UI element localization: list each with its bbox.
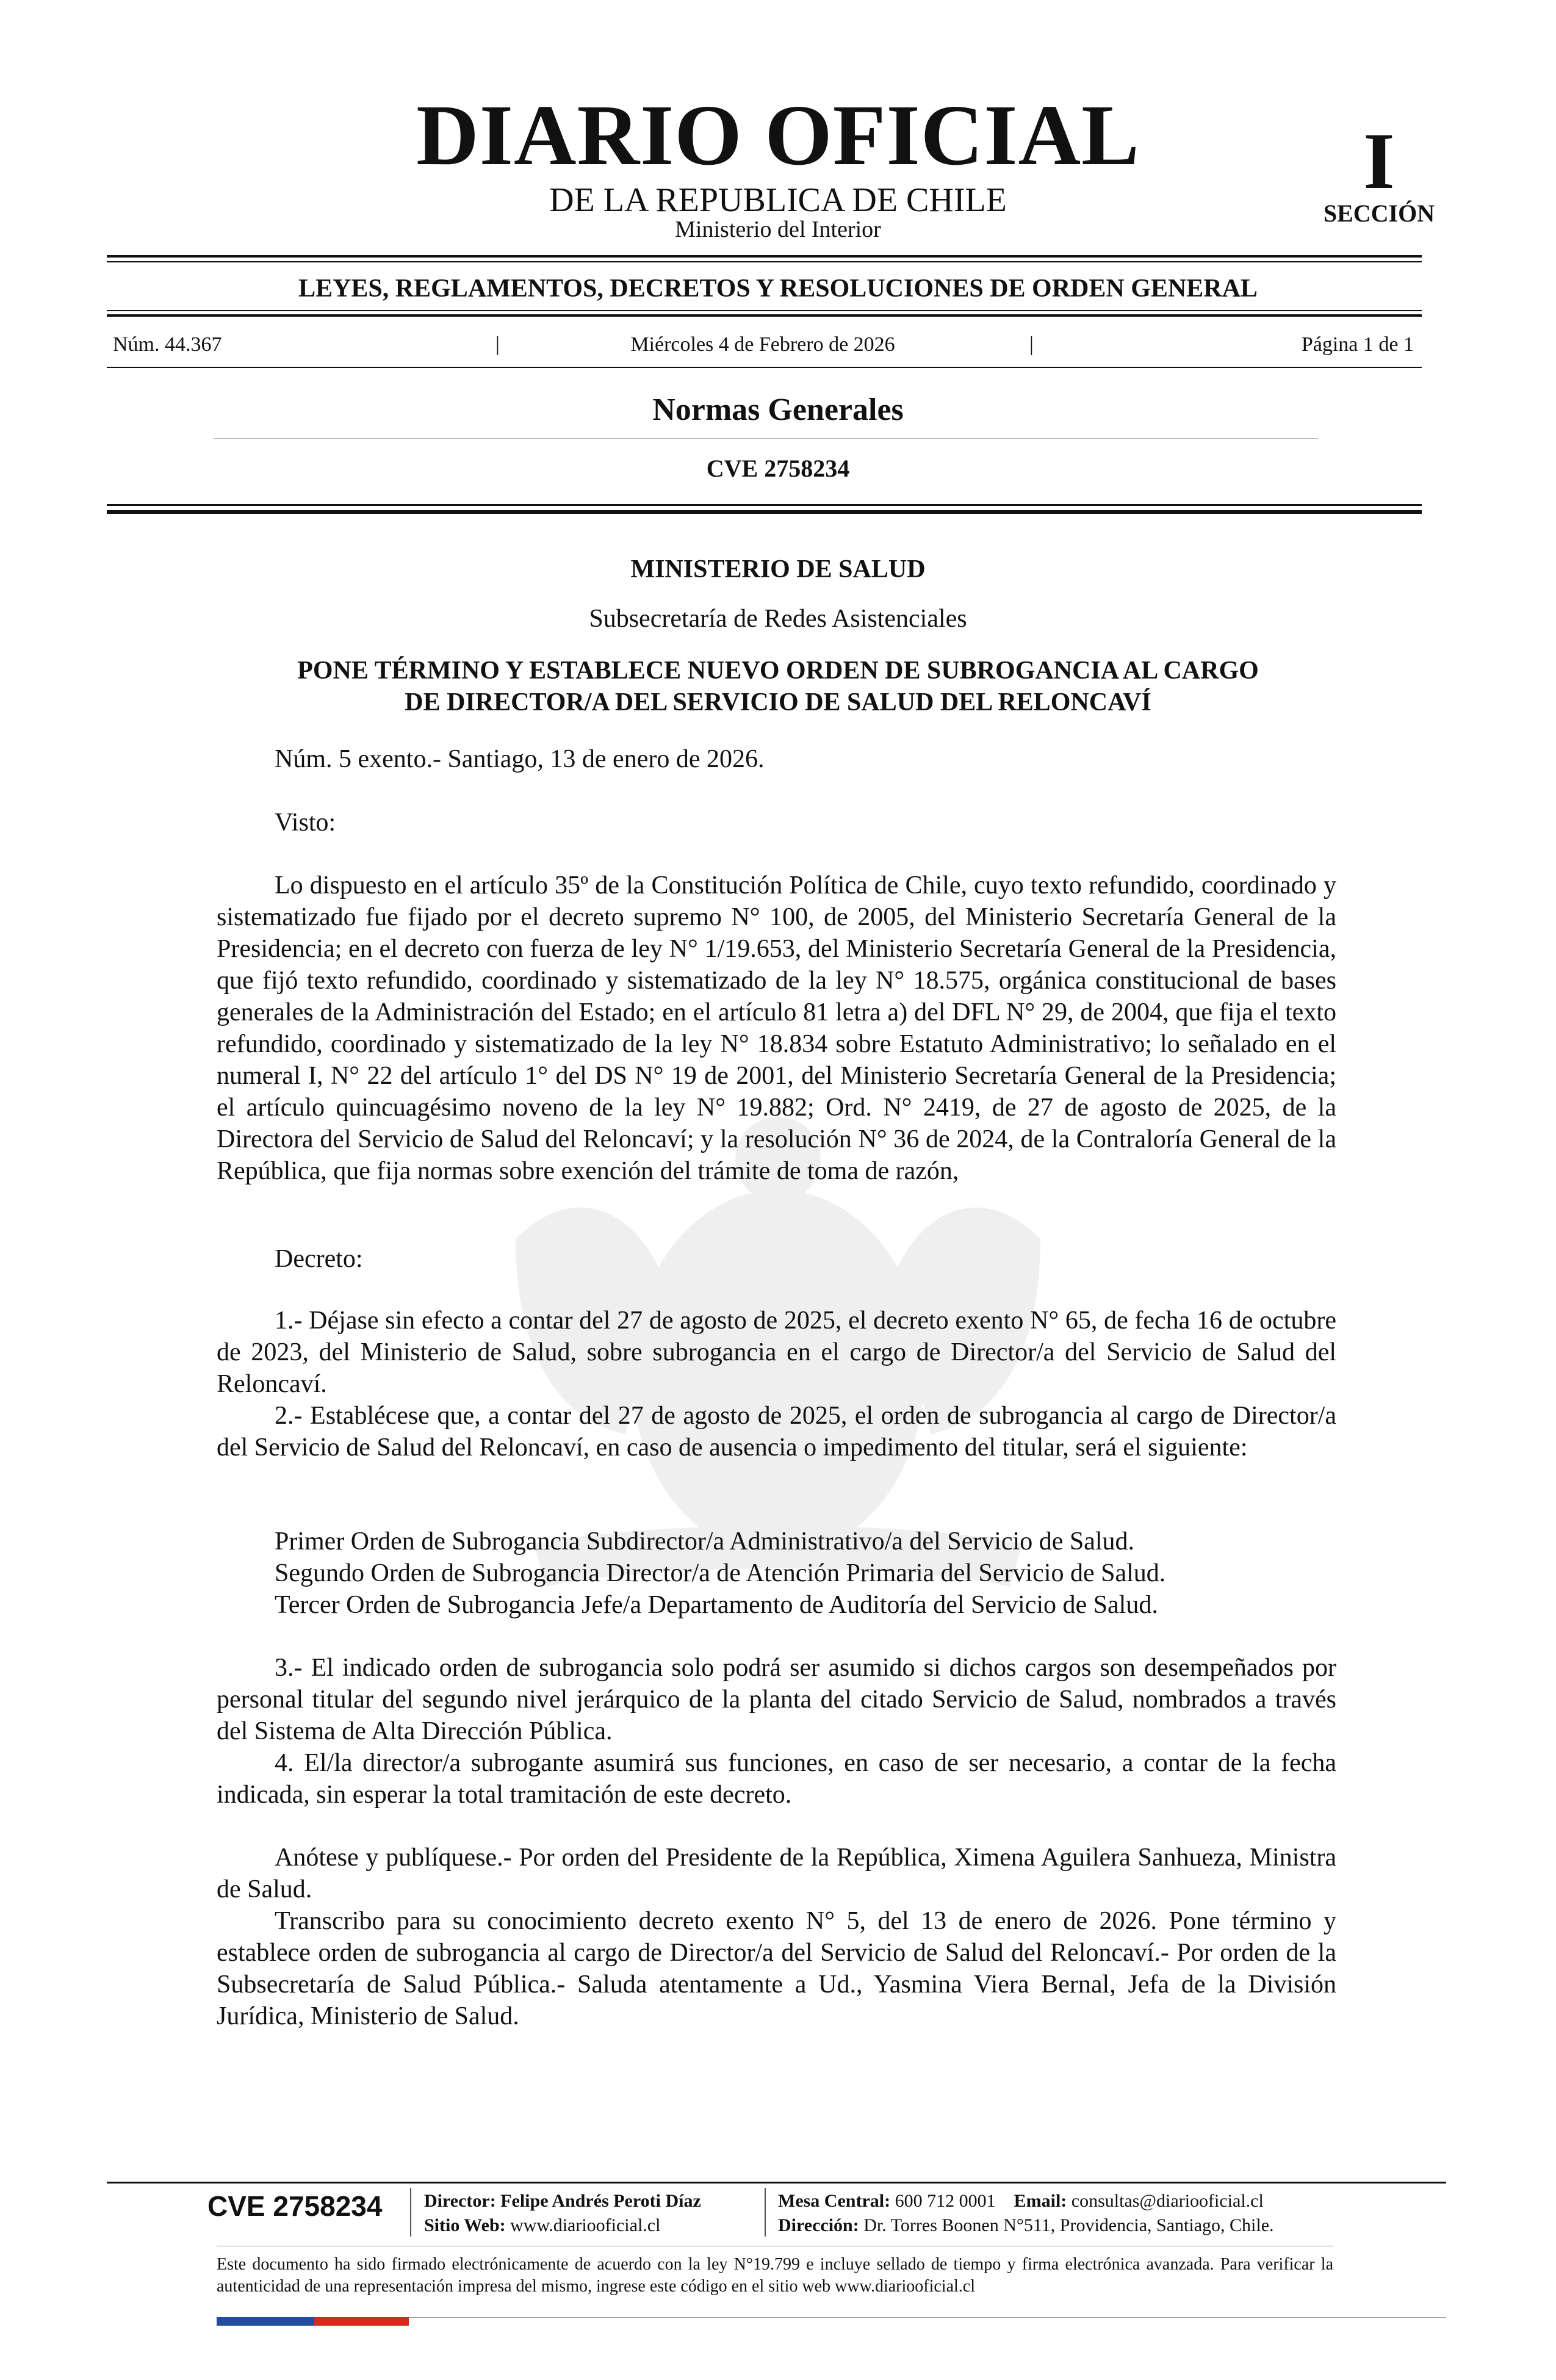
rule [107, 510, 1422, 514]
meta-separator: | [495, 333, 500, 356]
document-ministry: MINISTERIO DE SALUD [630, 555, 926, 583]
footer-legal-note: Este documento ha sido firmado electrónicamente de acuerdo con la ley N°19.799 e incluye sellado de tiempo y firma electrónica avanzada. Para verificar la autenticidad de una representación impresa del mismo, ingrese este código en el sitio web www.diariooficial.cl [217, 2255, 1333, 2296]
decreto-label: Decreto: [275, 1245, 363, 1273]
address-text: Dr. Torres Boonen N°511, Providencia, Santiago, Chile. [863, 2215, 1274, 2235]
transcribo-paragraph [217, 1905, 1336, 2032]
footer-cve: CVE 2758234 [207, 2190, 383, 2222]
footer-divider [765, 2188, 766, 2237]
rule [107, 261, 1422, 262]
masthead-title: DIARIO OFICIAL [416, 87, 1140, 183]
rule [107, 367, 1422, 368]
address-label: Dirección: [778, 2215, 859, 2235]
article-4-text: 4. El/la director/a subrogante asumirá sus funciones, en caso de ser necesario, a contar de la fecha indicada, sin esperar la total tramitación de este decreto. [217, 1749, 1336, 1809]
email-label: Email: [1014, 2191, 1067, 2211]
rule [107, 255, 1422, 258]
site-url[interactable]: www.diariooficial.cl [510, 2215, 661, 2235]
subrogancia-order-2: Segundo Orden de Subrogancia Director/a de Atención Primaria del Servicio de Salud. [275, 1559, 1166, 1587]
document-title-line: PONE TÉRMINO Y ESTABLECE NUEVO ORDEN DE SUBROGANCIA AL CARGO [297, 657, 1259, 685]
email-address[interactable]: consultas@diariooficial.cl [1071, 2191, 1264, 2211]
issue-date: Miércoles 4 de Febrero de 2026 [630, 333, 895, 356]
footer-divider [410, 2188, 411, 2237]
category-heading: LEYES, REGLAMENTOS, DECRETOS Y RESOLUCIONES DE ORDEN GENERAL [298, 275, 1258, 303]
footer-director [424, 2190, 701, 2213]
visto-text: Lo dispuesto en el artículo 35º de la Constitución Política de Chile, cuyo texto refundido, coordinado y sistematizado fue fijado por el decreto supremo N° 100, de 2005, del Ministerio Secretaría General de la Presidencia; en el decreto con fuerza de ley N° 1/19.653, del Ministerio Secretaría General de la Presidencia, que fijó texto refundido, coordinado y sistematizado de la ley N° 18.575, orgánica constitucional de bases generales de la Administración del Estado; en el artículo 81 letra a) del DFL N° 29, de 2004, que fija el texto refundido, coordinado y sistematizado de la ley N° 18.834 sobre Estatuto Administrativo; lo señalado en el numeral I, N° 22 del artículo 1° del DS N° 19 de 2001, del Ministerio Secretaría General de la Presidencia; el artículo quincuagésimo noveno de la ley N° 19.882; Ord. N° 2419, de 27 de agosto de 2025, de la Directora del Servicio de Salud del Reloncaví; y la resolución N° 36 de 2024, de la Contraloría General de la República, que fija normas sobre exención del trámite de toma de razón, [217, 871, 1336, 1185]
footer-site [424, 2214, 660, 2237]
anotese-paragraph [217, 1842, 1336, 1905]
footer-rule [107, 2182, 1446, 2183]
document-title [183, 655, 1373, 718]
subrogancia-order-3: Tercer Orden de Subrogancia Jefe/a Departamento de Auditoría del Servicio de Salud. [275, 1591, 1158, 1619]
visto-label: Visto: [275, 809, 336, 837]
article-1 [217, 1305, 1336, 1400]
phone-label: Mesa Central: [778, 2191, 891, 2211]
rule [107, 504, 1422, 506]
section-title: Normas Generales [652, 392, 904, 427]
subrogancia-order-1: Primer Orden de Subrogancia Subdirector/a Administrativo/a del Servicio de Salud. [275, 1527, 1135, 1556]
article-2-text: 2.- Establécese que, a contar del 27 de agosto de 2025, el orden de subrogancia al cargo de Director/a del Servicio de Salud del Reloncaví, en caso de ausencia o impedimento del titular, será el siguiente: [217, 1402, 1336, 1462]
article-1-text: 1.- Déjase sin efecto a contar del 27 de agosto de 2025, el decreto exento N° 65, de fecha 16 de octubre de 2023, del Ministerio de Salud, sobre subrogancia en el cargo de Director/a del Servicio de Salud del Reloncaví. [217, 1307, 1336, 1398]
article-3 [217, 1652, 1336, 1747]
flag-bar-blue [217, 2317, 314, 2326]
transcribo-text: Transcribo para su conocimiento decreto exento N° 5, del 13 de enero de 2026. Pone término y establece orden de subrogancia al cargo de Director/a del Servicio de Salud del Reloncaví.- Por orden de la Subsecretaría de Salud Pública.- Saluda atentamente a Ud., Yasmina Viera Bernal, Jefa de la División Jurídica, Ministerio de Salud. [217, 1907, 1336, 2030]
document-subsecretary: Subsecretaría de Redes Asistenciales [589, 605, 967, 633]
footer-phone-email [778, 2190, 1264, 2213]
page-number: Página 1 de 1 [1301, 333, 1414, 356]
decree-number-line: Núm. 5 exento.- Santiago, 13 de enero de 2026. [275, 745, 765, 773]
masthead-subtitle: DE LA REPUBLICA DE CHILE [549, 181, 1007, 219]
site-label: Sitio Web: [424, 2215, 506, 2235]
section-label: SECCIÓN [1323, 200, 1435, 227]
anotese-text: Anótese y publíquese.- Por orden del Presidente de la República, Ximena Aguilera Sanhueza, Ministra de Salud. [217, 1844, 1336, 1903]
rule [107, 310, 1422, 311]
visto-paragraph [217, 870, 1336, 1187]
director-name: Felipe Andrés Peroti Díaz [500, 2191, 701, 2211]
phone-number: 600 712 0001 [895, 2191, 996, 2211]
article-2 [217, 1400, 1336, 1463]
masthead-ministry: Ministerio del Interior [675, 217, 881, 242]
issue-number: Núm. 44.367 [113, 333, 222, 356]
rule [214, 438, 1318, 439]
article-3-text: 3.- El indicado orden de subrogancia solo podrá ser asumido si dichos cargos son desempeñados por personal titular del segundo nivel jerárquico de la planta del citado Servicio de Salud, nombrados a través del Sistema de Alta Dirección Pública. [217, 1654, 1336, 1745]
footer-address [778, 2214, 1274, 2237]
document-title-line: DE DIRECTOR/A DEL SERVICIO DE SALUD DEL RELONCAVÍ [405, 688, 1151, 716]
flag-bar-red [314, 2317, 409, 2326]
meta-separator: | [1029, 333, 1034, 356]
article-4 [217, 1747, 1336, 1811]
rule [107, 314, 1422, 317]
director-label: Director: [424, 2191, 496, 2211]
section-number: I [1363, 116, 1395, 206]
cve-code: CVE 2758234 [706, 455, 850, 482]
